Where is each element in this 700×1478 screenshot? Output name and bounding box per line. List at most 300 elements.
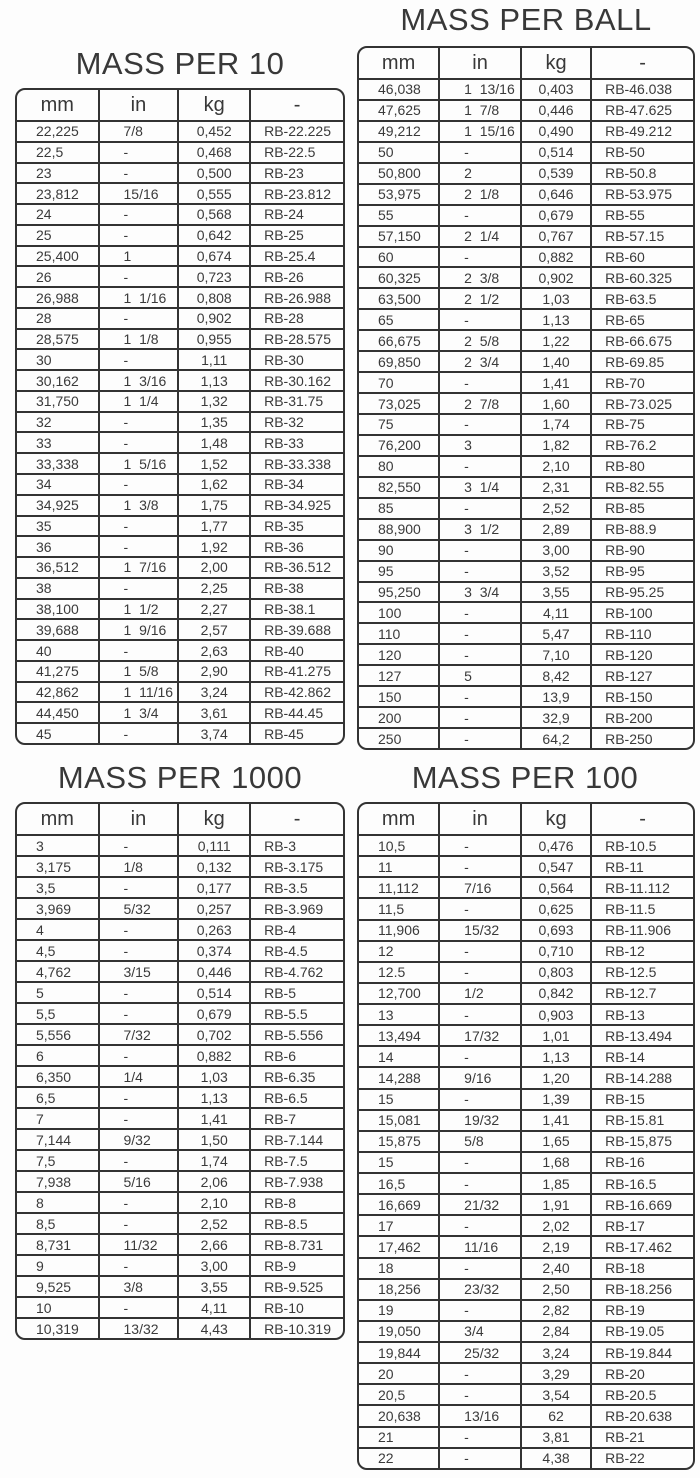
table-row [359,983,693,1004]
cell-part-number: RB-95.25 [591,582,693,603]
cell-mm: 70 [359,372,439,393]
cell-kg: 1,77 [178,516,250,537]
cell-kg: 0,547 [521,856,591,877]
column-header-mm: mm [359,804,439,835]
table-row [359,309,693,330]
cell-kg: 1,22 [521,330,591,351]
cell-kg: 1,20 [521,1067,591,1088]
cell-kg: 1,40 [521,351,591,372]
cell-kg: 2,57 [178,619,250,640]
cell-kg: 1,13 [178,1087,250,1108]
cell-part-number: RB-82.55 [591,477,693,498]
table-row [17,1318,343,1338]
table-row [17,856,343,877]
cell-kg: 0,902 [521,267,591,288]
cell-in: 11/16 [439,1236,521,1257]
mass-per-100-table [357,802,695,1470]
table-row [359,414,693,435]
cell-mm: 33,338 [17,453,99,474]
cell-kg: 2,19 [521,1236,591,1257]
table-row [359,1067,693,1088]
column-header-kg: kg [521,48,591,79]
cell-part-number: RB-50 [591,142,693,163]
cell-part-number: RB-15.81 [591,1110,693,1131]
cell-part-number: RB-22.5 [250,142,343,163]
cell-mm: 100 [359,602,439,623]
table-row [359,1110,693,1131]
cell-kg: 2,31 [521,477,591,498]
cell-in: - [439,1004,521,1025]
cell-in: 2 [439,163,521,184]
cell-kg: 0,555 [178,183,250,204]
cell-in: 1 3/8 [99,495,179,516]
cell-part-number: RB-14 [591,1046,693,1067]
cell-kg: 0,882 [521,247,591,268]
cell-in: 1 3/16 [99,370,179,391]
cell-kg: 0,564 [521,877,591,898]
cell-mm: 26,988 [17,287,99,308]
cell-mm: 22 [359,1448,439,1468]
table-row [359,477,693,498]
cell-part-number: RB-8.5 [250,1213,343,1234]
cell-in: - [99,982,179,1003]
table-row [359,1427,693,1448]
cell-part-number: RB-15 [591,1089,693,1110]
table-row [17,329,343,350]
cell-mm: 45 [17,723,99,743]
cell-in: - [99,1087,179,1108]
cell-kg: 0,902 [178,308,250,329]
table-row [17,1192,343,1213]
table-row [359,582,693,603]
cell-mm: 38,100 [17,599,99,620]
cell-mm: 20,5 [359,1384,439,1405]
table-row [17,940,343,961]
cell-mm: 40 [17,640,99,661]
cell-in: - [99,163,179,184]
cell-kg: 2,82 [521,1300,591,1321]
cell-mm: 12,700 [359,983,439,1004]
cell-kg: 2,66 [178,1234,250,1255]
table-row [17,536,343,557]
cell-in: 15/16 [99,183,179,204]
column-header-in: in [99,90,179,121]
cell-in: 2 7/8 [439,393,521,414]
table-row [359,1363,693,1384]
cell-kg: 4,11 [521,602,591,623]
cell-kg: 1,13 [521,309,591,330]
cell-part-number: RB-47.625 [591,100,693,121]
table-row [359,856,693,877]
cell-mm: 6 [17,1045,99,1066]
table-row [17,835,343,856]
cell-part-number: RB-60.325 [591,267,693,288]
cell-mm: 14 [359,1046,439,1067]
cell-kg: 1,41 [521,1110,591,1131]
cell-in: - [99,723,179,743]
cell-mm: 28,575 [17,329,99,350]
cell-mm: 3 [17,835,99,856]
table-row [17,121,343,142]
cell-in: - [439,540,521,561]
cell-mm: 82,550 [359,477,439,498]
cell-part-number: RB-34.925 [250,495,343,516]
cell-mm: 17,462 [359,1236,439,1257]
table-row [359,247,693,268]
cell-kg: 1,03 [178,1066,250,1087]
cell-kg: 3,74 [178,723,250,743]
cell-kg: 1,92 [178,536,250,557]
cell-kg: 1,50 [178,1129,250,1150]
table-row [17,370,343,391]
table-row [17,412,343,433]
cell-in: 25/32 [439,1342,521,1363]
table-row [359,1342,693,1363]
table-row [359,498,693,519]
cell-part-number: RB-76.2 [591,435,693,456]
cell-mm: 41,275 [17,661,99,682]
table-row [359,686,693,707]
cell-part-number: RB-10.319 [264,1320,332,1337]
cell-part-number: RB-33 [250,432,343,453]
table-row [359,351,693,372]
cell-kg: 1,74 [178,1150,250,1171]
cell-part-number: RB-16.5 [591,1173,693,1194]
cell-mm: 11 [359,856,439,877]
table-row [359,941,693,962]
cell-in: 5/8 [439,1131,521,1152]
cell-mm: 19,050 [359,1321,439,1342]
table-row [359,456,693,477]
cell-mm: 7,144 [17,1129,99,1150]
cell-kg: 2,52 [178,1213,250,1234]
cell-kg: 1,48 [178,432,250,453]
cell-mm: 10,5 [359,835,439,856]
cell-part-number: RB-33.338 [250,453,343,474]
cell-kg: 2,89 [521,519,591,540]
cell-kg: 0,882 [178,1045,250,1066]
cell-mm: 33 [17,432,99,453]
table-row [17,1255,343,1276]
cell-kg: 0,452 [178,121,250,142]
cell-mm: 30 [17,349,99,370]
cell-in: 1 1/8 [99,329,179,350]
cell-in: - [99,1108,179,1129]
cell-kg: 3,61 [178,702,250,723]
cell-part-number: RB-23.812 [250,183,343,204]
cell-mm: 50,800 [359,163,439,184]
table-row [17,225,343,246]
table-row [17,516,343,537]
table-row [17,682,343,703]
cell-mm: 8,5 [17,1213,99,1234]
cell-mm: 16,5 [359,1173,439,1194]
cell-kg: 1,82 [521,435,591,456]
cell-mm: 28 [17,308,99,329]
cell-mm: 36 [17,536,99,557]
table-row [359,644,693,665]
cell-in: - [99,349,179,370]
column-header-mm: mm [17,804,99,835]
cell-in: - [99,1003,179,1024]
cell-in: - [439,686,521,707]
cell-in: - [439,456,521,477]
cell-in: - [99,1297,179,1318]
cell-part-number: RB-19 [591,1300,693,1321]
cell-mm: 5,556 [17,1024,99,1045]
cell-kg: 4,43 [178,1318,250,1338]
table-row [359,1046,693,1067]
table-header-row [359,804,693,835]
cell-kg: 0,723 [178,266,250,287]
cell-in: - [99,1213,179,1234]
cell-mm: 12.5 [359,962,439,983]
cell-part-number: RB-6.5 [250,1087,343,1108]
cell-part-number: RB-66.675 [591,330,693,351]
cell-part-number: RB-26 [250,266,343,287]
cell-mm: 9 [17,1255,99,1276]
cell-part-number: RB-22 [605,1450,645,1467]
table-row [359,393,693,414]
cell-kg: 0,674 [178,246,250,267]
table-row [17,246,343,267]
cell-mm: 15 [359,1089,439,1110]
cell-in: - [99,536,179,557]
cell-part-number: RB-11 [591,856,693,877]
cell-mm: 31,750 [17,391,99,412]
cell-kg: 0,446 [178,961,250,982]
cell-kg: 2,27 [178,599,250,620]
cell-part-number: RB-57.15 [591,226,693,247]
cell-in: 1/2 [439,983,521,1004]
cell-in: - [99,919,179,940]
cell-in: 2 1/8 [439,184,521,205]
cell-mm: 6,350 [17,1066,99,1087]
cell-mm: 55 [359,205,439,226]
cell-kg: 2,84 [521,1321,591,1342]
cell-mm: 120 [359,644,439,665]
cell-part-number: RB-32 [250,412,343,433]
cell-in: - [99,474,179,495]
cell-part-number: RB-73.025 [591,393,693,414]
cell-part-number: RB-88.9 [591,519,693,540]
table-row [359,728,693,748]
cell-part-number: RB-10.5 [591,835,693,856]
cell-kg: 1,41 [178,1108,250,1129]
cell-mm: 3,969 [17,898,99,919]
cell-kg: 3,55 [178,1276,250,1297]
cell-in: - [439,1046,521,1067]
column-header-kg: kg [178,90,250,121]
cell-in: 3/4 [439,1321,521,1342]
cell-part-number: RB-20.638 [591,1405,693,1426]
cell-in: 3 3/4 [439,582,521,603]
column-header-part-number: - [250,804,343,835]
cell-in: 5 [439,665,521,686]
table-header-row [17,804,343,835]
cell-mm: 18 [359,1258,439,1279]
table-row [359,519,693,540]
cell-part-number: RB-250 [605,730,653,747]
cell-kg: 1,03 [521,288,591,309]
table-row [17,619,343,640]
cell-kg: 3,54 [521,1384,591,1405]
cell-mm: 200 [359,707,439,728]
cell-in: 1 15/16 [439,121,521,142]
table-row [17,349,343,370]
table-row [359,288,693,309]
cell-kg: 13,9 [521,686,591,707]
cell-mm: 9,525 [17,1276,99,1297]
cell-kg: 8,42 [521,665,591,686]
cell-mm: 11,5 [359,898,439,919]
table-row [359,330,693,351]
table-row [17,557,343,578]
cell-part-number: RB-41.275 [250,661,343,682]
cell-mm: 76,200 [359,435,439,456]
table-row [359,665,693,686]
cell-in: - [439,1152,521,1173]
table-row [359,1279,693,1300]
table-row [17,1276,343,1297]
cell-in: - [439,1300,521,1321]
cell-in: 3/15 [99,961,179,982]
cell-kg: 0,476 [521,835,591,856]
cell-mm: 30,162 [17,370,99,391]
cell-part-number: RB-5 [250,982,343,1003]
table-row [17,1234,343,1255]
cell-mm: 47,625 [359,100,439,121]
cell-mm: 23 [17,163,99,184]
cell-in: - [439,835,521,856]
cell-part-number: RB-75 [591,414,693,435]
cell-kg: 2,10 [521,456,591,477]
cell-in: - [439,1363,521,1384]
cell-in: 23/32 [439,1279,521,1300]
cell-in: - [99,640,179,661]
cell-in: - [99,412,179,433]
table-row [359,1131,693,1152]
cell-kg: 3,00 [178,1255,250,1276]
cell-kg: 1,52 [178,453,250,474]
title-mass-per-1000: MASS PER 1000 [57,760,303,795]
cell-kg: 0,490 [521,121,591,142]
cell-part-number: RB-55 [591,205,693,226]
table-row [17,723,343,743]
cell-mm: 22,225 [17,121,99,142]
column-header-in: in [99,804,179,835]
cell-mm: 18,256 [359,1279,439,1300]
cell-mm: 15,081 [359,1110,439,1131]
cell-in: 2 5/8 [439,330,521,351]
column-header-mm: mm [359,48,439,79]
cell-mm: 69,850 [359,351,439,372]
cell-part-number: RB-5.5 [250,1003,343,1024]
cell-in: 21/32 [439,1194,521,1215]
table-row [359,205,693,226]
cell-kg: 1,41 [521,372,591,393]
cell-kg: 1,32 [178,391,250,412]
mass-per-ball-grid [359,48,693,748]
cell-kg: 3,29 [521,1363,591,1384]
cell-mm: 150 [359,686,439,707]
cell-part-number: RB-17 [591,1215,693,1236]
cell-part-number: RB-10 [250,1297,343,1318]
cell-kg: 0,374 [178,940,250,961]
cell-mm: 15,875 [359,1131,439,1152]
cell-kg: 0,702 [178,1024,250,1045]
table-row [17,661,343,682]
cell-in: - [99,516,179,537]
cell-mm: 36,512 [17,557,99,578]
cell-kg: 0,539 [521,163,591,184]
table-row [17,183,343,204]
cell-kg: 4,11 [178,1297,250,1318]
cell-mm: 4,5 [17,940,99,961]
table-row [17,308,343,329]
cell-part-number: RB-9.525 [250,1276,343,1297]
table-row [359,121,693,142]
cell-in: - [99,877,179,898]
cell-part-number: RB-46.038 [591,79,693,100]
cell-in: 1 7/16 [99,557,179,578]
cell-in: 17/32 [439,1025,521,1046]
cell-part-number: RB-38 [250,578,343,599]
table-row [359,1025,693,1046]
cell-in: - [99,940,179,961]
cell-part-number: RB-35 [250,516,343,537]
cell-part-number: RB-3.175 [250,856,343,877]
cell-in: - [439,309,521,330]
cell-part-number: RB-38.1 [250,599,343,620]
cell-kg: 0,132 [178,856,250,877]
cell-mm: 90 [359,540,439,561]
cell-part-number: RB-18 [591,1258,693,1279]
cell-part-number: RB-12.7 [591,983,693,1004]
cell-kg: 2,63 [178,640,250,661]
cell-mm: 13 [359,1004,439,1025]
table-row [359,100,693,121]
cell-kg: 2,02 [521,1215,591,1236]
cell-in: 3 [439,435,521,456]
table-row [17,204,343,225]
cell-kg: 3,24 [178,682,250,703]
cell-kg: 1,91 [521,1194,591,1215]
cell-part-number: RB-23 [250,163,343,184]
cell-in: - [439,372,521,393]
cell-mm: 46,038 [359,79,439,100]
table-header-row [17,90,343,121]
cell-part-number: RB-50.8 [591,163,693,184]
table-row [17,1087,343,1108]
cell-in: - [439,1427,521,1448]
table-row [17,599,343,620]
cell-mm: 88,900 [359,519,439,540]
cell-kg: 1,65 [521,1131,591,1152]
cell-in: 1 1/16 [99,287,179,308]
table-row [359,1215,693,1236]
mass-per-ball-table [357,46,695,750]
table-row [359,707,693,728]
column-header-in: in [439,804,521,835]
cell-kg: 5,47 [521,623,591,644]
cell-kg: 0,257 [178,898,250,919]
table-row [359,1300,693,1321]
cell-part-number: RB-19.844 [591,1342,693,1363]
table-header-row [359,48,693,79]
cell-kg: 2,06 [178,1171,250,1192]
cell-in: 3 1/4 [439,477,521,498]
